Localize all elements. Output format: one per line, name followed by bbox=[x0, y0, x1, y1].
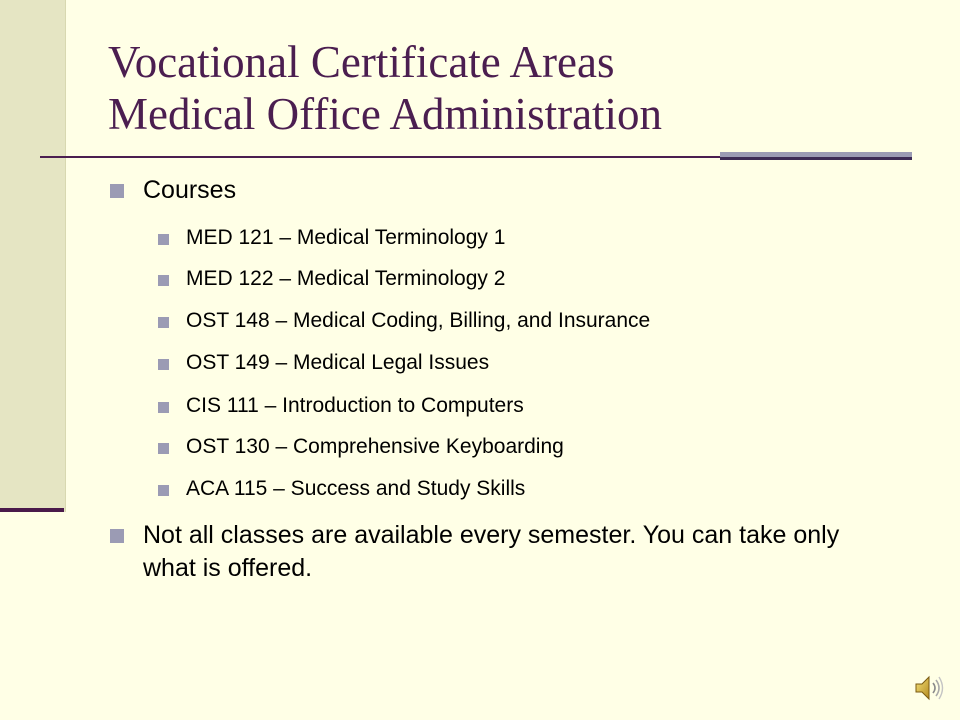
sub-bullet-course bbox=[158, 434, 564, 460]
speaker-icon[interactable] bbox=[912, 672, 944, 704]
bullet-square-icon bbox=[158, 443, 169, 454]
bullet-square-icon bbox=[110, 184, 124, 198]
bullet-square-icon bbox=[158, 485, 169, 496]
bullet-square-icon bbox=[110, 529, 124, 543]
speaker-icon-graphic bbox=[912, 672, 944, 704]
sub-bullet-course bbox=[158, 476, 525, 502]
sub-bullet-text: OST 149 – Medical Legal Issues bbox=[186, 351, 490, 374]
sub-bullet-course bbox=[158, 350, 489, 376]
title-line-1: Vocational Certificate Areas bbox=[108, 37, 615, 87]
sub-bullet-text: MED 121 – Medical Terminology 1 bbox=[186, 226, 506, 249]
sub-bullet-course bbox=[158, 225, 505, 251]
bullet-square-icon bbox=[158, 275, 169, 286]
bullet-text: Courses bbox=[143, 176, 237, 204]
bullet-square-icon bbox=[158, 359, 169, 370]
bullet-courses bbox=[110, 174, 883, 207]
sub-bullet-text: CIS 111 – Introduction to Computers bbox=[186, 394, 524, 417]
sub-bullet-text: ACA 115 – Success and Study Skills bbox=[186, 477, 526, 500]
sub-bullet-course bbox=[158, 308, 650, 334]
sub-bullet-course bbox=[158, 393, 524, 419]
title-line-2: Medical Office Administration bbox=[108, 89, 663, 139]
bullet-square-icon bbox=[158, 402, 169, 413]
sub-bullet-text: OST 148 – Medical Coding, Billing, and Insurance bbox=[186, 309, 651, 332]
bullet-availability-note bbox=[110, 519, 883, 585]
bullet-square-icon bbox=[158, 234, 169, 245]
sub-bullet-text: MED 122 – Medical Terminology 2 bbox=[186, 267, 506, 290]
bullet-text: Not all classes are available every semester. You can take only what is offered. bbox=[143, 521, 840, 582]
bullet-square-icon bbox=[158, 317, 169, 328]
sub-bullet-text: OST 130 – Comprehensive Keyboarding bbox=[186, 435, 564, 458]
sub-bullet-course bbox=[158, 266, 505, 292]
